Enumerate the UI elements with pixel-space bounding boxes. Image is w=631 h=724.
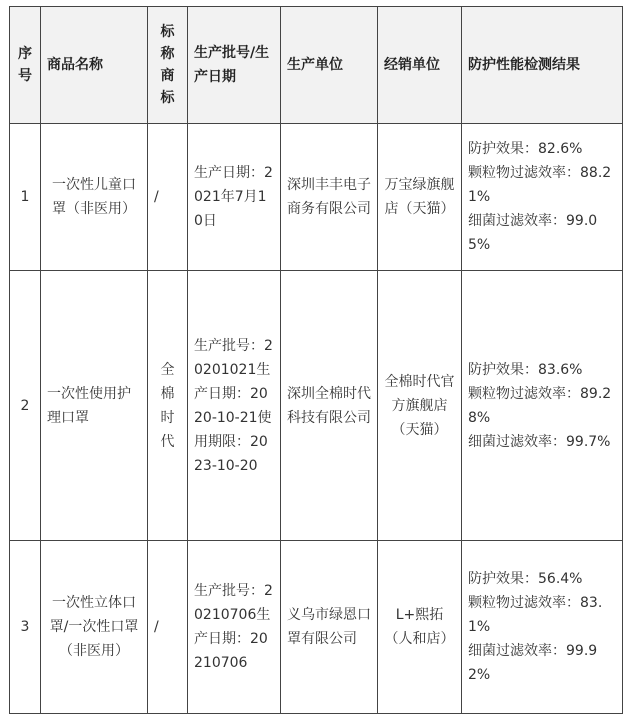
- result-bacteria: 细菌过滤效率：99.92%: [468, 643, 598, 683]
- cell-batch: 生产批号：20201021生产日期：2020-10-21使用期限：2023-10-20: [188, 271, 281, 541]
- result-bacteria: 细菌过滤效率：99.7%: [468, 433, 611, 450]
- header-seq: 序号: [10, 7, 41, 124]
- header-result: 防护性能检测结果: [462, 7, 623, 124]
- cell-seq: 1: [10, 124, 41, 271]
- table-row: [10, 124, 623, 271]
- header-seller: 经销单位: [378, 7, 462, 124]
- mask-test-table-container: [9, 6, 623, 714]
- table-row: [10, 541, 623, 714]
- cell-batch: 生产日期：2021年7月10日: [188, 124, 281, 271]
- table-row: [10, 271, 623, 541]
- result-particle: 颗粒物过滤效率：83.1%: [468, 595, 603, 635]
- cell-batch: 生产批号：20210706生产日期：20210706: [188, 541, 281, 714]
- header-product: 商品名称: [41, 7, 148, 124]
- header-row: [10, 7, 623, 124]
- cell-brand: /: [148, 541, 188, 714]
- cell-product: 一次性儿童口罩（非医用）: [41, 124, 148, 271]
- cell-seq: 2: [10, 271, 41, 541]
- cell-seller: L+熙拓（人和店）: [378, 541, 462, 714]
- result-protection: 防护效果：56.4%: [468, 571, 583, 587]
- cell-product: 一次性使用护理口罩: [41, 271, 148, 541]
- cell-maker: 深圳丰丰电子商务有限公司: [281, 124, 378, 271]
- mask-test-table: [9, 6, 623, 714]
- header-maker: 生产单位: [281, 7, 378, 124]
- result-protection: 防护效果：82.6%: [468, 141, 583, 157]
- cell-maker: 义乌市绿恩口罩有限公司: [281, 541, 378, 714]
- cell-maker: 深圳全棉时代科技有限公司: [281, 271, 378, 541]
- cell-result: [462, 541, 623, 714]
- cell-result: [462, 271, 623, 541]
- cell-product: 一次性立体口罩/一次性口罩（非医用）: [41, 541, 148, 714]
- cell-seller: 全棉时代官方旗舰店（天猫）: [378, 271, 462, 541]
- result-protection: 防护效果：83.6%: [468, 361, 583, 378]
- cell-brand: 全棉时代: [148, 271, 188, 541]
- cell-brand: /: [148, 124, 188, 271]
- cell-seq: 3: [10, 541, 41, 714]
- header-brand: 标称商标: [148, 7, 188, 124]
- header-batch: 生产批号/生产日期: [188, 7, 281, 124]
- cell-seller: 万宝绿旗舰店（天猫）: [378, 124, 462, 271]
- result-particle: 颗粒物过滤效率：89.28%: [468, 385, 612, 426]
- result-particle: 颗粒物过滤效率：88.21%: [468, 165, 612, 205]
- cell-result: [462, 124, 623, 271]
- result-bacteria: 细菌过滤效率：99.05%: [468, 213, 598, 253]
